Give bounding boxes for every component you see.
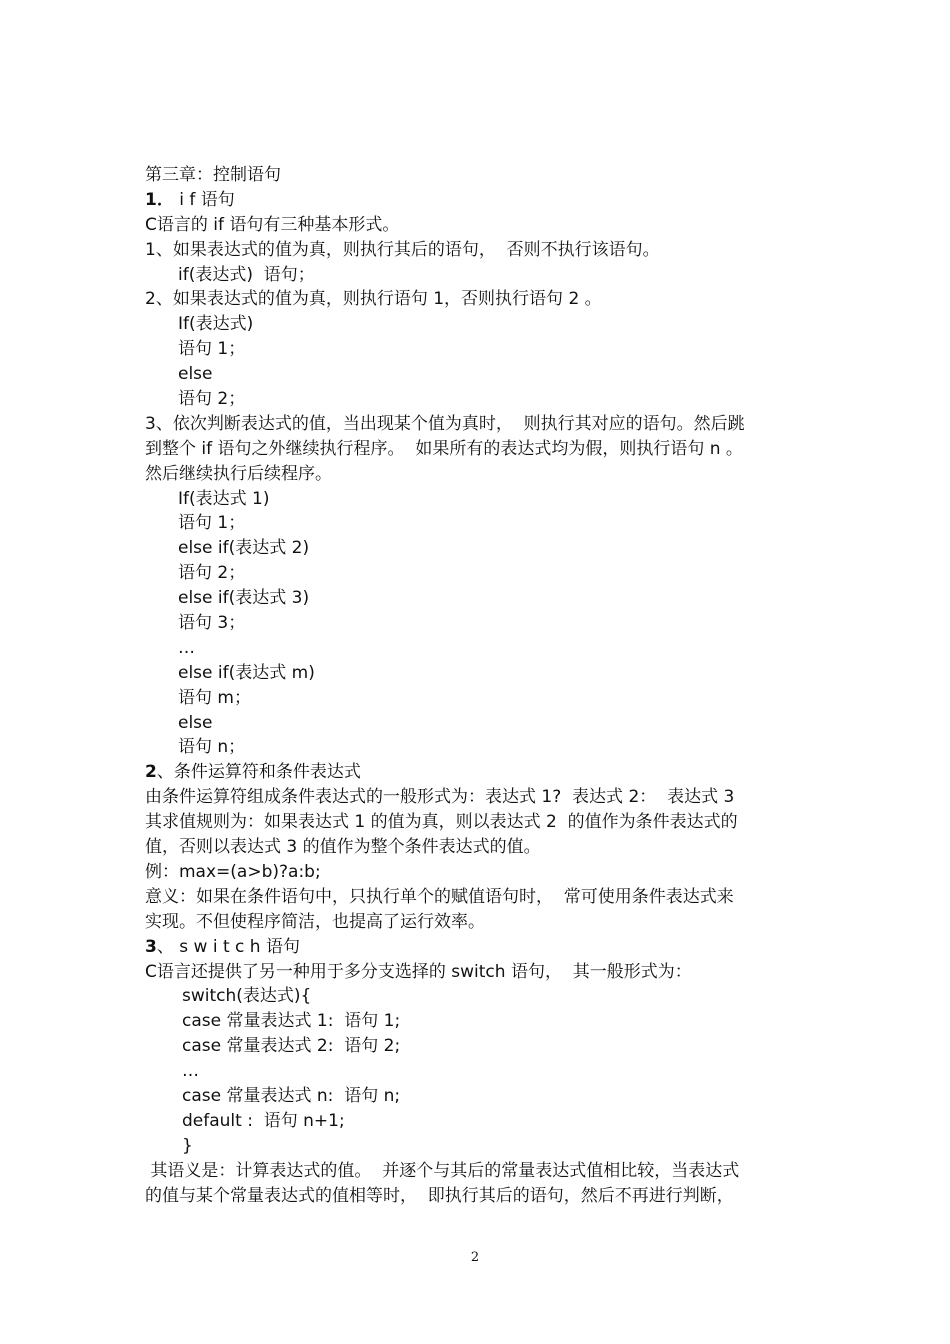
page-number: 2 bbox=[470, 1250, 480, 1265]
switch-code-line: case 常量表达式 n: 语句 n; bbox=[182, 1085, 401, 1106]
if-form-1-description: 1、如果表达式的值为真，则执行其后的语句， 否则不执行该语句。 bbox=[145, 239, 660, 260]
section-1-number: 1． bbox=[145, 189, 174, 210]
switch-code-line: … bbox=[182, 1061, 199, 1082]
switch-code-line: case 常量表达式 2: 语句 2; bbox=[182, 1036, 401, 1057]
if-form-3-code-line: else if(表达式 3) bbox=[178, 588, 310, 609]
switch-code-line: } bbox=[182, 1135, 193, 1156]
section-1-title: i f 语句 bbox=[173, 189, 235, 210]
switch-semantics-line: 其语义是：计算表达式的值。 并逐个与其后的常量表达式值相比较，当表达式 bbox=[145, 1160, 740, 1181]
if-form-3-code-line: else if(表达式 2) bbox=[178, 538, 310, 559]
section-2-heading bbox=[145, 760, 825, 785]
if-form-3-code-line: else if(表达式 m) bbox=[178, 662, 315, 683]
conditional-paragraph-line: 值，否则以表达式 3 的值作为整个条件表达式的值。 bbox=[145, 837, 541, 858]
if-form-2-code-line: 语句 1； bbox=[178, 339, 246, 360]
section-2-number: 2 bbox=[145, 762, 157, 783]
section-1-heading bbox=[145, 188, 825, 213]
if-form-2-description: 2、如果表达式的值为真，则执行语句 1，否则执行语句 2 。 bbox=[145, 289, 602, 310]
conditional-paragraph-line: 实现。不但使程序简洁，也提高了运行效率。 bbox=[145, 911, 485, 932]
if-form-1-code: if(表达式) 语句； bbox=[178, 264, 315, 285]
switch-semantics-line: 的值与某个常量表达式的值相等时， 即执行其后的语句，然后不再进行判断， bbox=[145, 1185, 734, 1206]
chapter-title: 第三章：控制语句 bbox=[145, 165, 281, 185]
conditional-paragraph-line: 由条件运算符组成条件表达式的一般形式为：表达式 1? 表达式 2： 表达式 3 bbox=[145, 787, 735, 808]
if-intro: C语言的 if 语句有三种基本形式。 bbox=[145, 214, 400, 235]
if-form-3-description: 3、依次判断表达式的值，当出现某个值为真时， 则执行其对应的语句。然后跳 bbox=[145, 413, 745, 434]
if-form-3-description: 然后继续执行后续程序。 bbox=[145, 463, 332, 484]
page-content bbox=[145, 163, 825, 1208]
switch-code-line: case 常量表达式 1: 语句 1; bbox=[182, 1011, 401, 1032]
if-form-3-code-line: else bbox=[178, 712, 213, 733]
if-form-3-code-line: 语句 1； bbox=[178, 513, 246, 534]
switch-code-line: default : 语句 n+1; bbox=[182, 1110, 345, 1131]
section-2-title: 、条件运算符和条件表达式 bbox=[156, 762, 361, 783]
if-form-2-code-line: else bbox=[178, 364, 213, 385]
if-form-2-code-line: If(表达式) bbox=[178, 314, 254, 335]
conditional-paragraph-line: 意义：如果在条件语句中，只执行单个的赋值语句时， 常可使用条件表达式来 bbox=[145, 886, 734, 907]
if-form-3-code-line: 语句 m； bbox=[178, 687, 251, 708]
section-3-heading bbox=[145, 935, 825, 960]
if-form-3-description: 到整个 if 语句之外继续执行程序。 如果所有的表达式均为假，则执行语句 n 。 bbox=[145, 438, 743, 459]
if-form-3-code-line: If(表达式 1) bbox=[178, 488, 270, 509]
if-form-3-code-line: 语句 n； bbox=[178, 737, 246, 758]
if-form-3-code-line: … bbox=[178, 637, 195, 658]
conditional-example: 例：max=(a>b)?a:b; bbox=[145, 861, 321, 882]
if-form-3-code-line: 语句 2； bbox=[178, 563, 246, 584]
if-form-2-code-line: 语句 2； bbox=[178, 389, 246, 410]
switch-code-line: switch(表达式){ bbox=[182, 986, 312, 1007]
conditional-paragraph-line: 其求值规则为：如果表达式 1 的值为真，则以表达式 2 的值作为条件表达式的 bbox=[145, 812, 738, 833]
section-3-title: 、 s w i t c h 语句 bbox=[156, 936, 300, 957]
section-3-number: 3 bbox=[145, 936, 157, 957]
if-form-3-code-line: 语句 3； bbox=[178, 613, 246, 634]
switch-intro: C语言还提供了另一种用于多分支选择的 switch 语句， 其一般形式为： bbox=[145, 961, 692, 982]
